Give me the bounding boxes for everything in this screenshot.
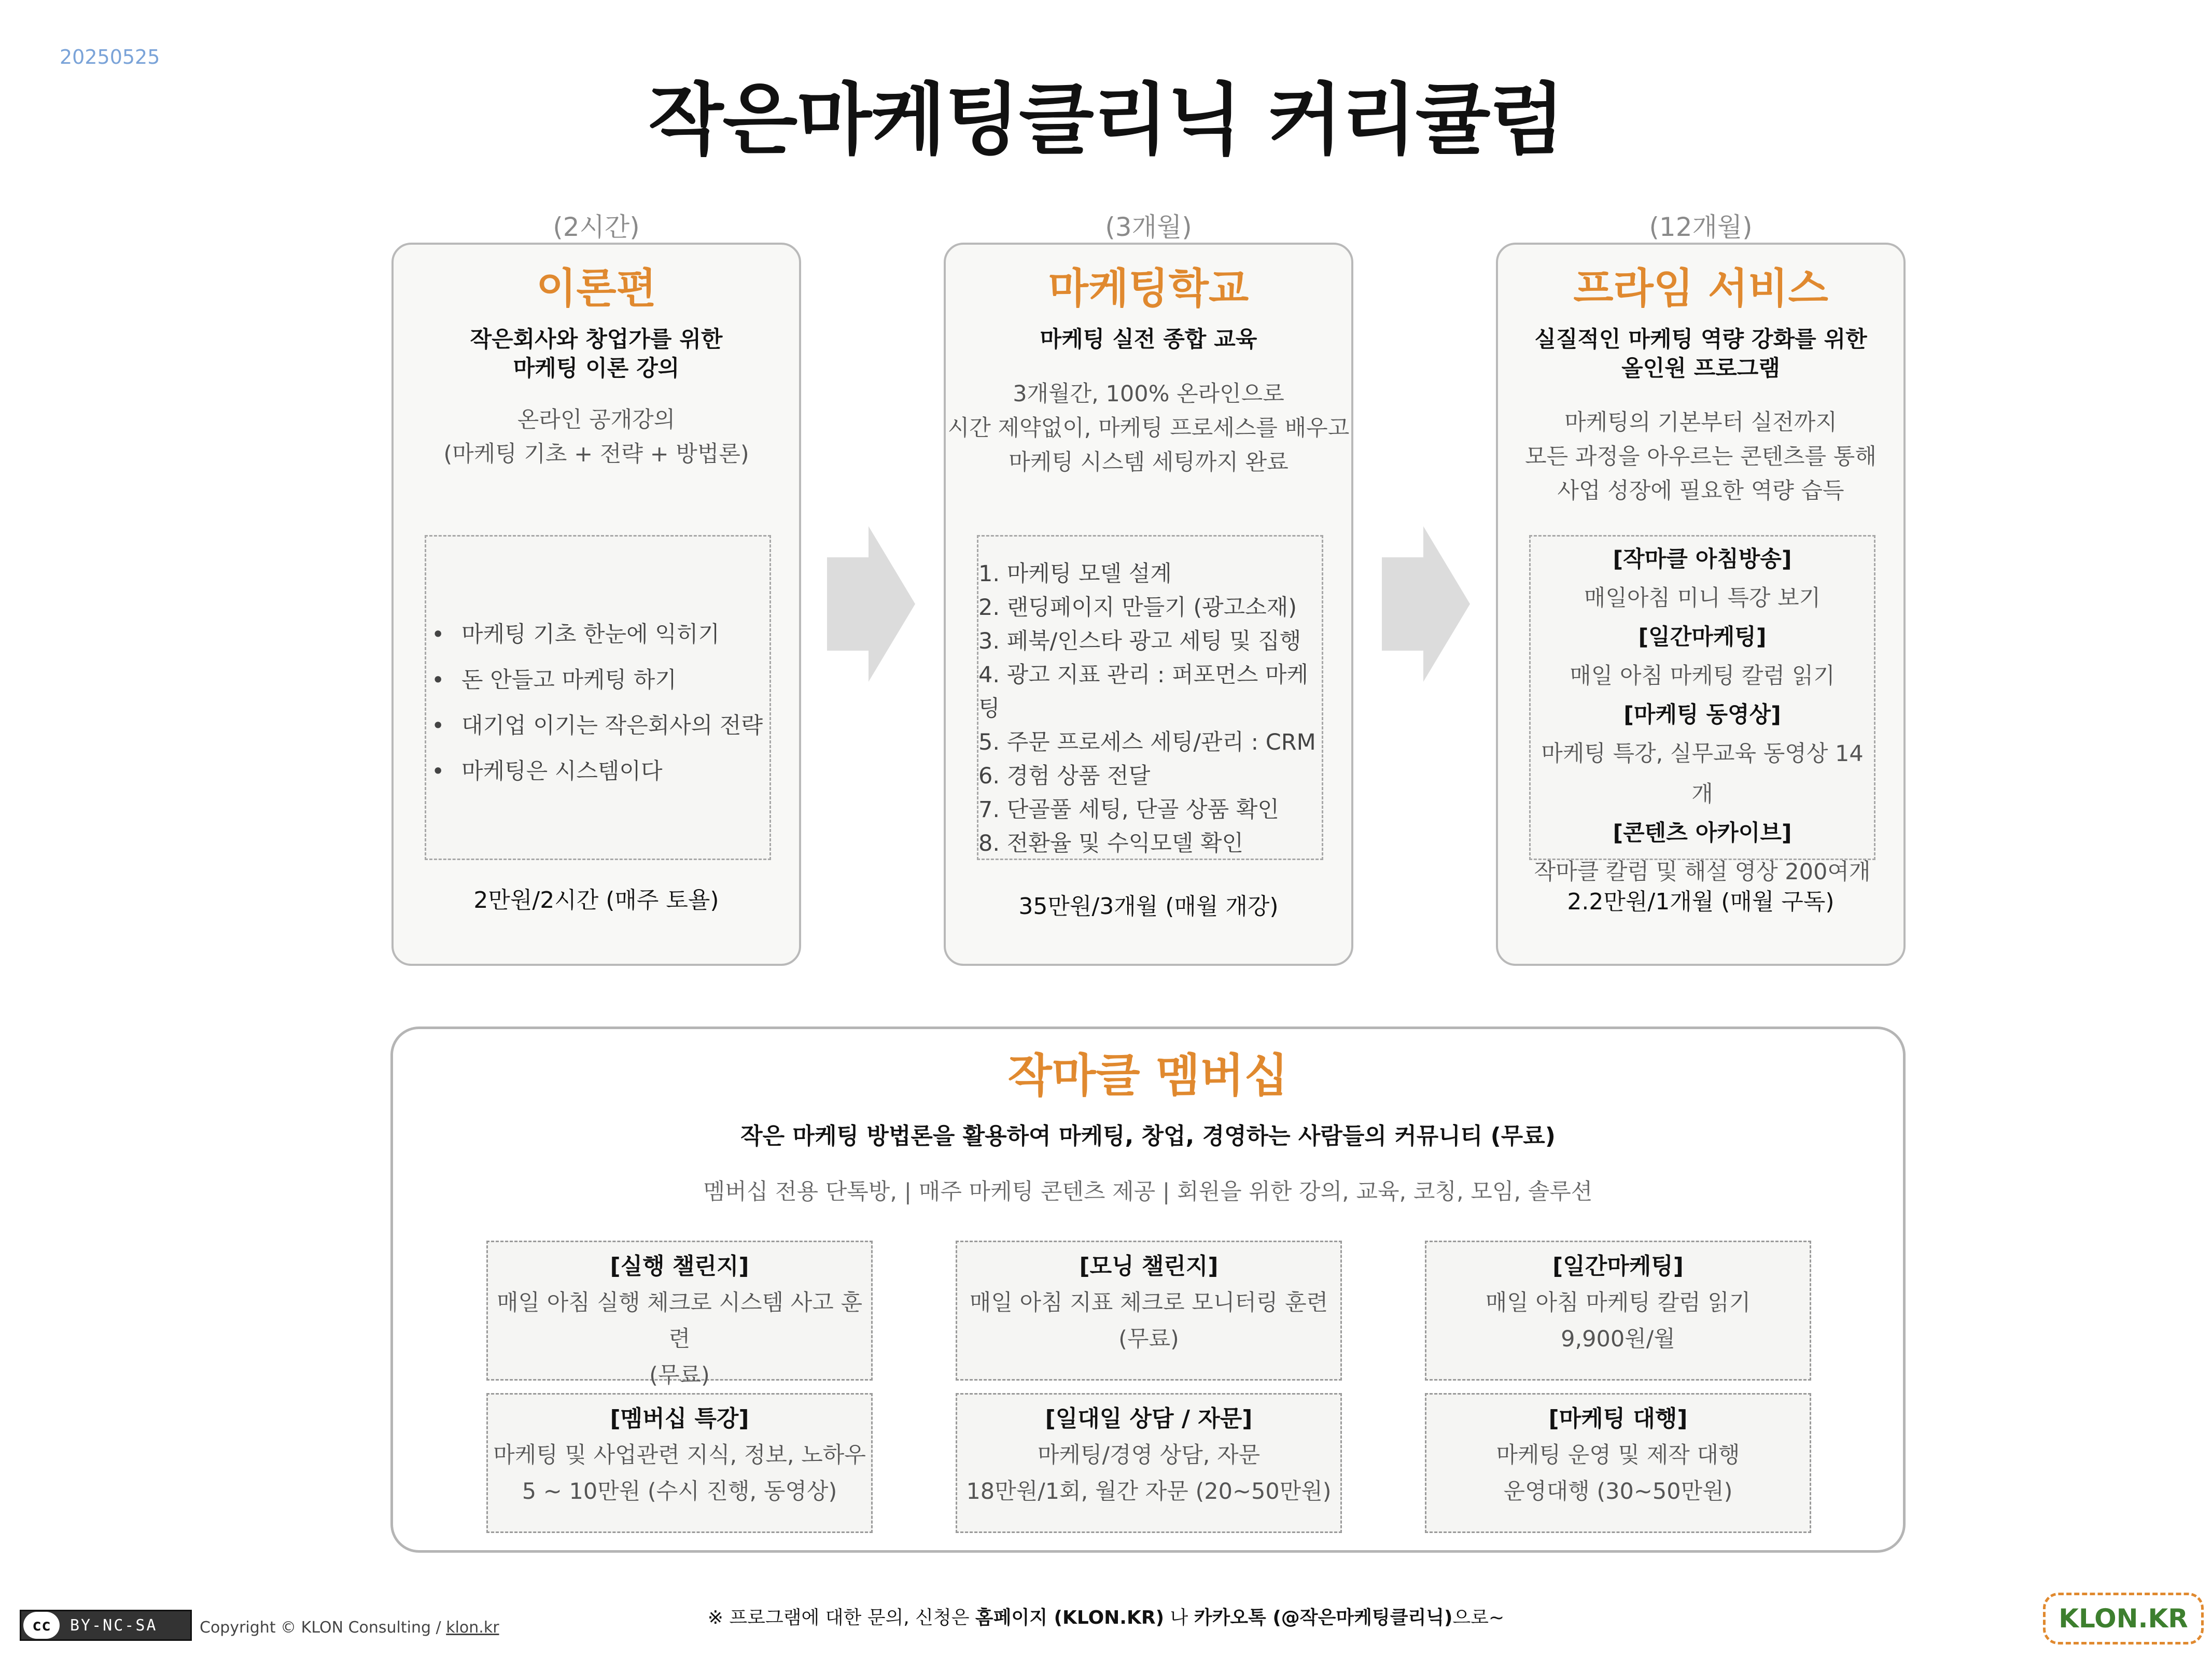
card-school-duration: (3개월) <box>1105 212 1192 242</box>
list-item: • 마케팅 기초 한눈에 익히기 <box>431 622 720 648</box>
copyright-link[interactable]: klon.kr <box>446 1619 499 1637</box>
card-prime-price: 2.2만원/1개월 (매월 구독) <box>1567 889 1835 915</box>
list-item: [콘텐츠 아카이브] 작마클 칼럼 및 해설 영상 200여개 <box>1534 820 1871 885</box>
license-label: BY-NC-SA <box>70 1616 158 1635</box>
list-item: [작마클 아침방송] 매일아침 미니 특강 보기 <box>1584 546 1821 611</box>
list-item: • 마케팅은 시스템이다 <box>431 758 663 784</box>
card-school-curriculum-list <box>978 557 1322 861</box>
copyright: Copyright © KLON Consulting / klon.kr <box>200 1619 499 1637</box>
list-item: 2. 랜딩페이지 만들기 (광고소재) <box>978 595 1297 621</box>
card-school-subtitle: 마케팅 실전 종합 교육 <box>1040 327 1257 353</box>
membership-subtitle: 작은 마케팅 방법론을 활용하여 마케팅, 창업, 경영하는 사람들의 커뮤니티 (무료) <box>740 1123 1556 1149</box>
card-theory <box>391 243 801 966</box>
list-item: 7. 단골풀 세팅, 단골 상품 확인 <box>978 797 1279 823</box>
card-school-price: 35만원/3개월 (매월 개강) <box>1018 893 1279 920</box>
list-item: 8. 전환율 및 수익모델 확인 <box>978 831 1244 856</box>
membership-box-marketing-agency: [마케팅 대행] 마케팅 운영 및 제작 대행 운영대행 (30~50만원) <box>1425 1393 1811 1533</box>
membership-box-action-challenge: [실행 챌린지] 매일 아침 실행 체크로 시스템 사고 훈련 (무료) <box>486 1241 873 1381</box>
card-school <box>944 243 1353 966</box>
list-item: • 대기업 이기는 작은회사의 전략 <box>431 713 763 739</box>
list-item: 3. 페북/인스타 광고 세팅 및 집행 <box>978 628 1301 654</box>
membership-card <box>390 1027 1906 1553</box>
card-prime <box>1496 243 1906 966</box>
card-prime-subtitle: 실질적인 마케팅 역량 강화를 위한 올인원 프로그램 <box>1534 327 1867 382</box>
card-prime-duration: (12개월) <box>1649 212 1753 242</box>
membership-box-special-lecture: [멤버십 특강] 마케팅 및 사업관련 지식, 정보, 노하우 5 ~ 10만원 (수시 진행, 동영상) <box>486 1393 873 1533</box>
card-school-title: 마케팅학교 <box>1048 264 1249 313</box>
list-item: [마케팅 동영상] 마케팅 특강, 실무교육 동영상 14개 <box>1541 702 1864 807</box>
membership-box-consulting: [일대일 상담 / 자문] 마케팅/경영 상담, 자문 18만원/1회, 월간 자문 (20~50만원) <box>956 1393 1342 1533</box>
creative-commons-icon: cc <box>23 1612 60 1639</box>
card-prime-services-box <box>1529 535 1875 885</box>
page-title: 작은마케팅클리닉 커리큘럼 <box>648 75 1564 165</box>
document-date: 20250525 <box>60 46 160 68</box>
membership-description: 멤버십 전용 단톡방, | 매주 마케팅 콘텐츠 제공 | 회원을 위한 강의, 교육, 코칭, 모임, 솔루션 <box>703 1179 1593 1205</box>
card-theory-bullet-list <box>431 612 763 794</box>
membership-box-daily-marketing: [일간마케팅] 매일 아침 마케팅 칼럼 읽기 9,900원/월 <box>1425 1241 1811 1381</box>
arrow-right-icon <box>1382 526 1470 682</box>
card-school-curriculum-box <box>977 535 1323 860</box>
card-theory-title: 이론편 <box>536 264 656 313</box>
card-theory-duration: (2시간) <box>553 212 640 242</box>
list-item: [일간마케팅] 매일 아침 마케팅 칼럼 읽기 <box>1570 624 1835 689</box>
card-theory-subtitle: 작은회사와 창업가를 위한 마케팅 이론 강의 <box>470 327 723 382</box>
arrow-right-icon <box>827 526 915 682</box>
list-item: • 돈 안들고 마케팅 하기 <box>431 667 677 693</box>
membership-box-morning-challenge: [모닝 챌린지] 매일 아침 지표 체크로 모니터링 훈련 (무료) <box>956 1241 1342 1381</box>
list-item: 6. 경험 상품 전달 <box>978 763 1151 789</box>
brand-logo: KLON.KR <box>2043 1593 2204 1644</box>
list-item: 1. 마케팅 모델 설계 <box>978 561 1172 587</box>
card-theory-price: 2만원/2시간 (매주 토욜) <box>473 887 719 913</box>
list-item: 5. 주문 프로세스 세팅/관리 : CRM <box>978 729 1316 755</box>
list-item: 4. 광고 지표 관리 : 퍼포먼스 마케팅 <box>978 662 1308 722</box>
card-prime-description: 마케팅의 기본부터 실전까지 모든 과정을 아우르는 콘텐츠를 통해 사업 성장에 필요한 역량 습득 <box>1525 410 1877 504</box>
card-theory-bullets-box <box>425 535 771 860</box>
card-prime-title: 프라임 서비스 <box>1573 264 1828 313</box>
card-theory-description: 온라인 공개강의 (마케팅 기초 + 전략 + 방법론) <box>443 407 749 467</box>
membership-title: 작마클 멤버십 <box>1007 1049 1289 1102</box>
contact-note: ※ 프로그램에 대한 문의, 신청은 홈페이지 (KLON.KR) 나 카카오톡 (@작은마케팅클리닉)으로~ <box>707 1607 1505 1628</box>
card-school-description: 3개월간, 100% 온라인으로 시간 제약없이, 마케팅 프로세스를 배우고 마케팅 시스템 세팅까지 완료 <box>947 381 1350 475</box>
